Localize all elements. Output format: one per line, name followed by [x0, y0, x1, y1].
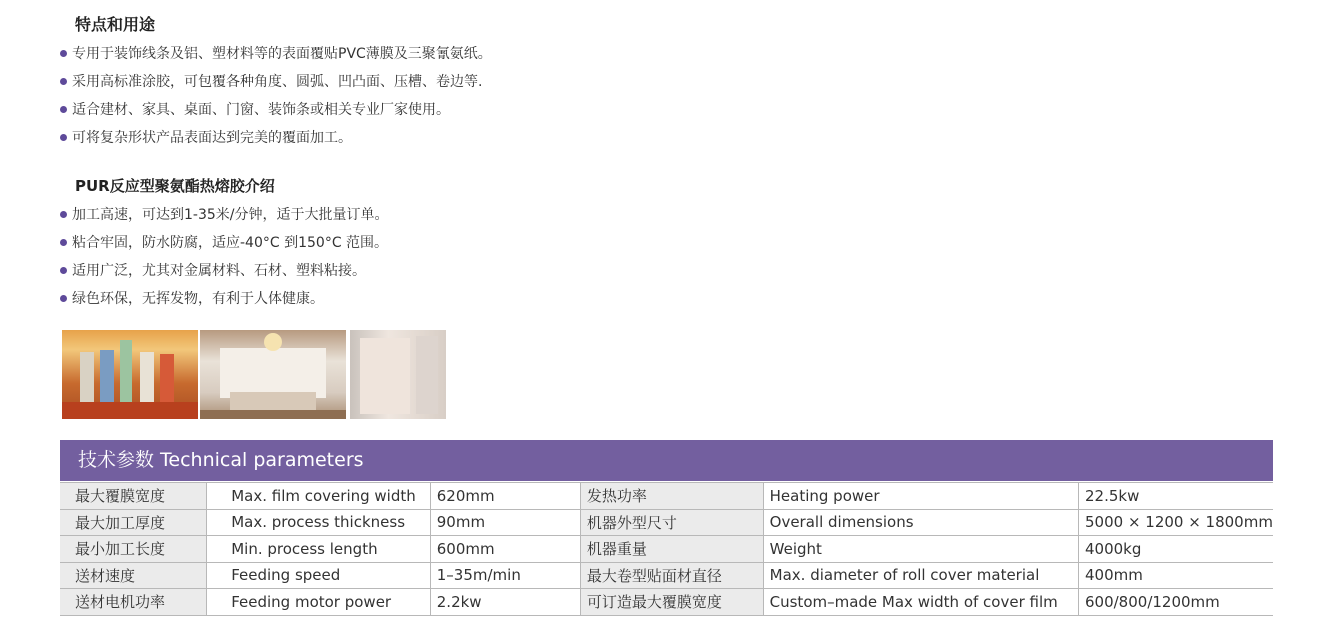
interior-photo-bedroom: [200, 330, 346, 419]
param-name-cn: 最大卷型贴面材直径: [580, 562, 763, 589]
list-item-text: 适合建材、家具、桌面、门窗、装饰条或相关专业厂家使用。: [72, 102, 450, 118]
param-value: 5000 × 1200 × 1800mm: [1079, 509, 1274, 536]
table-row: [60, 509, 1273, 536]
pur-list: [60, 204, 389, 316]
list-item-text: 可将复杂形状产品表面达到完美的覆面加工。: [72, 130, 352, 146]
list-item-text: 粘合牢固，防水防腐，适应-40°C 到150°C 范围。: [72, 235, 389, 251]
param-value: 4000kg: [1079, 536, 1274, 563]
param-name-cn: 可订造最大覆膜宽度: [580, 589, 763, 616]
param-name-cn: 机器重量: [580, 536, 763, 563]
list-item: [60, 71, 492, 99]
list-item: [60, 127, 492, 155]
technical-parameters-table: [60, 482, 1273, 616]
table-row: [60, 589, 1273, 616]
pur-title: PUR反应型聚氨酯热熔胶介绍: [75, 177, 275, 195]
bullet-icon: [60, 267, 67, 274]
list-item: [60, 99, 492, 127]
param-name-en: Min. process length: [207, 536, 431, 563]
param-value: 1–35m/min: [430, 562, 580, 589]
param-value: 90mm: [430, 509, 580, 536]
param-name-cn: 最大加工厚度: [60, 509, 207, 536]
param-name-en: Max. diameter of roll cover material: [763, 562, 1078, 589]
interior-photo-corridor: [62, 330, 198, 419]
list-item: [60, 204, 389, 232]
bullet-icon: [60, 295, 67, 302]
list-item: [60, 288, 389, 316]
param-name-cn: 最小加工长度: [60, 536, 207, 563]
table-row: [60, 562, 1273, 589]
bullet-icon: [60, 50, 67, 57]
param-value: 2.2kw: [430, 589, 580, 616]
interior-photo-wall: [350, 330, 446, 419]
param-name-en: Custom–made Max width of cover film: [763, 589, 1078, 616]
param-name-en: Feeding motor power: [207, 589, 431, 616]
features-list: [60, 43, 492, 155]
param-name-en: Max. film covering width: [207, 483, 431, 510]
features-title: 特点和用途: [75, 15, 156, 34]
param-name-cn: 机器外型尺寸: [580, 509, 763, 536]
list-item-text: 加工高速，可达到1-35米/分钟，适于大批量订单。: [72, 207, 389, 223]
list-item-text: 采用高标准涂胶，可包覆各种角度、圆弧、凹凸面、压槽、卷边等.: [72, 74, 483, 90]
param-name-cn: 最大覆膜宽度: [60, 483, 207, 510]
bullet-icon: [60, 239, 67, 246]
bullet-icon: [60, 134, 67, 141]
table-row: [60, 483, 1273, 510]
corridor-illustration: [62, 330, 198, 419]
list-item-text: 绿色环保，无挥发物，有利于人体健康。: [72, 291, 324, 307]
param-name-en: Heating power: [763, 483, 1078, 510]
param-name-en: Max. process thickness: [207, 509, 431, 536]
param-name-en: Weight: [763, 536, 1078, 563]
bedroom-illustration: [200, 330, 346, 419]
list-item-text: 适用广泛，尤其对金属材料、石材、塑料粘接。: [72, 263, 366, 279]
bullet-icon: [60, 211, 67, 218]
bullet-icon: [60, 106, 67, 113]
wall-illustration: [350, 330, 446, 419]
param-value: 600/800/1200mm: [1079, 589, 1274, 616]
param-name-cn: 送材速度: [60, 562, 207, 589]
param-name-cn: 发热功率: [580, 483, 763, 510]
bullet-icon: [60, 78, 67, 85]
list-item-text: 专用于装饰线条及铝、塑材料等的表面覆贴PVC薄膜及三聚氰氨纸。: [72, 46, 492, 62]
table-row: [60, 536, 1273, 563]
list-item: [60, 232, 389, 260]
param-value: 22.5kw: [1079, 483, 1274, 510]
param-value: 620mm: [430, 483, 580, 510]
technical-parameters-header: [60, 440, 1273, 481]
param-name-cn: 送材电机功率: [60, 589, 207, 616]
technical-parameters-title: 技术参数 Technical parameters: [78, 449, 364, 471]
list-item: [60, 260, 389, 288]
param-value: 400mm: [1079, 562, 1274, 589]
list-item: [60, 43, 492, 71]
param-value: 600mm: [430, 536, 580, 563]
param-name-en: Overall dimensions: [763, 509, 1078, 536]
param-name-en: Feeding speed: [207, 562, 431, 589]
